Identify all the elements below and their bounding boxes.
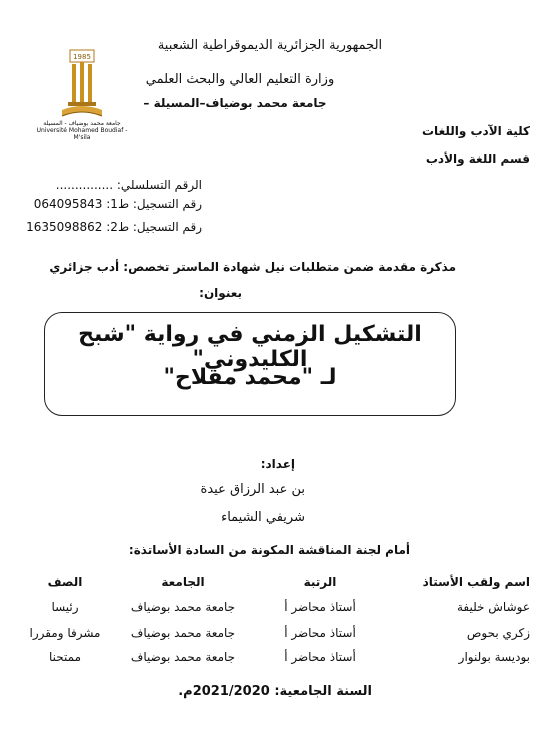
serial-number: الرقم التسلسلي: ............... xyxy=(55,178,202,192)
faculty-name: كلية الآدب واللغات xyxy=(422,124,530,138)
column-header-rank: الرتبة xyxy=(303,575,337,589)
thesis-title-line-2: لـ "محمد مفلاح" xyxy=(163,365,337,390)
registration-number-2: رقم التسجيل: ط2: 1635098862 xyxy=(26,220,202,234)
committee-member-name: زكري بحوص xyxy=(466,626,530,640)
committee-member-role: رئيسا xyxy=(51,600,79,614)
thesis-title-line-1: التشكيل الزمني في رواية "شبح الكليدوني" xyxy=(78,322,422,372)
academic-year: السنة الجامعية: 2021/2020م. xyxy=(178,684,372,699)
committee-member-university: جامعة محمد بوضياف xyxy=(130,626,236,640)
committee-member-name: عوشاش خليفة xyxy=(456,600,530,614)
title-label: بعنوان: xyxy=(199,286,242,300)
logo-caption xyxy=(28,120,136,141)
committee-member-rank: أستاذ محاضر أ xyxy=(284,626,356,640)
department-name: قسم اللغة والأدب xyxy=(425,152,530,166)
university-heading: جامعة محمد بوضياف–المسيلة – xyxy=(143,96,327,110)
university-logo xyxy=(32,44,132,132)
preparation-label: إعداد: xyxy=(260,457,295,471)
memo-description: مذكرة مقدمة ضمن متطلبات نيل شهادة الماستر تخصص: أدب جزائري xyxy=(49,260,456,274)
column-header-role: الصف xyxy=(47,575,83,589)
logo-caption-fr: Université Mohamed Boudiaf - M'sila xyxy=(36,127,128,141)
author-name: شريفي الشيماء xyxy=(221,510,305,525)
republic-heading: الجمهورية الجزائرية الديموقراطية الشعبية xyxy=(157,38,383,53)
committee-member-rank: أستاذ محاضر أ xyxy=(284,600,356,614)
author-name: بن عبد الرزاق عيدة xyxy=(200,482,305,497)
logo-caption-ar: جامعة محمد بوضياف - المسيلة xyxy=(43,120,121,127)
committee-member-university: جامعة محمد بوضياف xyxy=(130,600,236,614)
column-header-name: اسم ولقب الأستاذ xyxy=(422,575,530,589)
university-logo-icon xyxy=(32,44,132,132)
committee-member-university: جامعة محمد بوضياف xyxy=(130,650,236,664)
registration-number-1: رقم التسجيل: ط1: 064095843 xyxy=(33,197,202,211)
column-header-university: الجامعة xyxy=(161,575,205,589)
committee-member-name: بوديسة بولنوار xyxy=(458,650,530,664)
committee-heading: أمام لجنة المناقشة المكونة من السادة الأساتذة: xyxy=(128,543,410,557)
committee-member-role: مشرفا ومقررا xyxy=(29,626,101,640)
committee-member-rank: أستاذ محاضر أ xyxy=(284,650,356,664)
committee-member-role: ممتحنا xyxy=(48,650,81,664)
logo-year: 1985 xyxy=(73,53,91,61)
ministry-heading: وزارة التعليم العالي والبحث العلمي xyxy=(145,72,335,87)
